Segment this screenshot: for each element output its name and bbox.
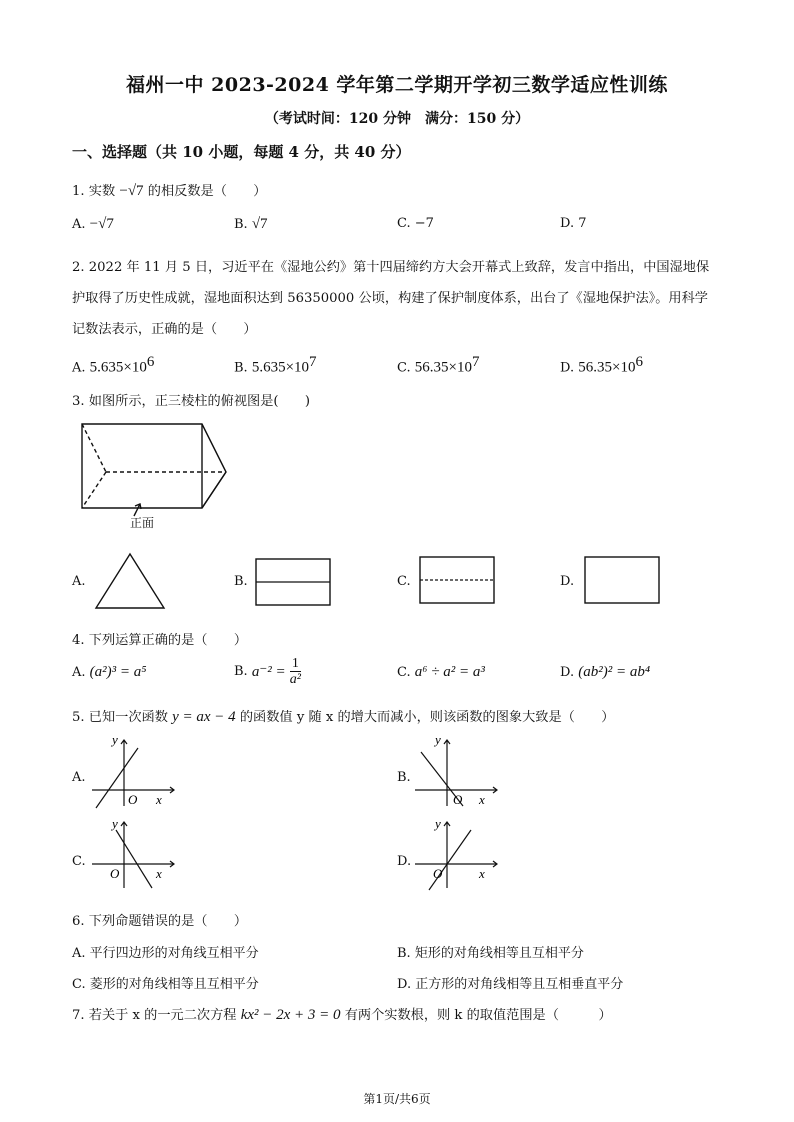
question-7 <box>72 1004 612 1024</box>
front-view-label: 正面 <box>130 516 155 530</box>
q7-suffix: 有两个实数根，则 k 的取值范围是（ ） <box>344 1008 612 1023</box>
axis-x-label: x <box>479 866 485 881</box>
q5-prefix: 5. 已知一次函数 <box>72 710 168 725</box>
prism-figure <box>72 418 232 528</box>
option-label: C. <box>397 665 411 680</box>
q3-option-d-label: D. <box>560 574 575 589</box>
option-exponent: 6 <box>146 354 155 370</box>
axis-x-label: x <box>156 866 162 881</box>
q2-line-3: 记数法表示，正确的是（ ） <box>72 322 257 337</box>
q5-option-a-label: A. <box>72 770 86 785</box>
rectangle-dashed-line-view <box>419 556 495 604</box>
option-label: D. <box>560 360 575 376</box>
option-label: B. <box>234 217 248 232</box>
q2-option-b <box>234 354 317 376</box>
q4-option-b <box>234 656 301 687</box>
graph-a <box>92 732 182 808</box>
graph-c <box>92 816 182 890</box>
prism-bottom-edge <box>202 472 226 508</box>
option-expression: (a²)³ = a⁵ <box>89 664 147 680</box>
q1-option-c <box>397 216 434 231</box>
q6-option-b: B. 矩形的对角线相等且互相平分 <box>397 946 584 961</box>
option-base: 5.635×10 <box>89 359 147 376</box>
axis-y-label: y <box>112 732 118 747</box>
origin-label: O <box>433 866 443 881</box>
rect-outline <box>585 557 659 603</box>
question-6: 6. 下列命题错误的是（ ） <box>72 914 248 929</box>
section-heading: 一、选择题（共 10 小题，每题 4 分，共 40 分） <box>72 143 411 161</box>
axis-x-label: x <box>479 792 485 807</box>
q1-suffix: 的相反数是（ ） <box>147 184 267 199</box>
triangle-view <box>94 550 166 610</box>
rectangle-solid-line-view <box>255 558 331 606</box>
exam-info: （考试时间：120 分钟 满分：150 分） <box>264 111 530 127</box>
option-expression: a⁻² = <box>251 664 286 680</box>
option-exponent: 7 <box>309 354 317 370</box>
q4-option-a <box>72 664 147 681</box>
q5-option-c-label: C. <box>72 854 86 869</box>
q1-prefix: 1. 实数 <box>72 184 116 199</box>
origin-label: O <box>453 792 463 807</box>
prism-hidden-edge-3 <box>82 472 106 508</box>
q4-option-c <box>397 664 485 681</box>
option-label: C. <box>397 216 411 231</box>
fraction-numerator: 1 <box>290 656 301 672</box>
q4-option-d <box>560 664 650 681</box>
axis-y-label: y <box>435 816 441 831</box>
q2-option-a <box>72 354 154 376</box>
option-exponent: 6 <box>635 354 643 370</box>
question-5 <box>72 706 614 726</box>
axis-y-label: y <box>112 816 118 831</box>
option-label: A. <box>72 665 86 680</box>
page-number: 第1页/共6页 <box>363 1092 431 1106</box>
option-label: D. <box>560 665 575 680</box>
q5-option-d-label: D. <box>397 854 412 869</box>
q1-option-b <box>234 216 268 233</box>
page-title: 福州一中 2023-2024 学年第二学期开学初三数学适应性训练 <box>126 74 668 96</box>
prism-outline <box>82 424 226 508</box>
prism-hidden-edge-1 <box>82 424 106 472</box>
option-label: A. <box>72 217 86 232</box>
option-base: 5.635×10 <box>251 359 310 376</box>
option-label: B. <box>234 360 248 376</box>
graph-d <box>415 816 505 890</box>
fraction <box>290 656 301 687</box>
axis-y-label: y <box>435 732 441 747</box>
option-label: B. <box>234 664 248 679</box>
axis-x-label: x <box>156 792 162 807</box>
question-3: 3. 如图所示，正三棱柱的俯视图是( ) <box>72 394 311 409</box>
option-value: √7 <box>251 216 268 232</box>
option-exponent: 7 <box>471 354 480 370</box>
question-4: 4. 下列运算正确的是（ ） <box>72 633 248 648</box>
origin-label: O <box>128 792 138 807</box>
q1-radical: −√7 <box>119 183 144 199</box>
q2-line-1: 2. 2022 年 11 月 5 日，习近平在《湿地公约》第十四届缔约方大会开幕式上致辞，发言中指出，中国湿地保 <box>72 260 710 275</box>
q5-function: y = ax − 4 <box>172 709 236 725</box>
q6-option-c: C. 菱形的对角线相等且互相平分 <box>72 977 259 992</box>
option-base: 56.35×10 <box>578 359 636 376</box>
q6-option-d: D. 正方形的对角线相等且互相垂直平分 <box>397 977 624 992</box>
graph-b <box>415 732 505 808</box>
graph-line <box>116 830 152 888</box>
q1-option-d: D. 7 <box>560 216 587 231</box>
option-base: 56.35×10 <box>414 359 472 376</box>
q3-option-a-label: A. <box>72 574 86 589</box>
q3-option-b-label: B. <box>234 574 248 589</box>
triangle-shape <box>96 554 164 608</box>
q1-option-a <box>72 216 114 233</box>
q7-equation: kx² − 2x + 3 = 0 <box>240 1007 341 1023</box>
q2-option-c <box>397 354 479 376</box>
fraction-denominator: a² <box>289 672 301 687</box>
q7-prefix: 7. 若关于 x 的一元二次方程 <box>72 1008 237 1023</box>
option-label: A. <box>72 360 86 376</box>
graph-line <box>429 830 471 890</box>
origin-label: O <box>110 866 120 881</box>
q3-option-c-label: C. <box>397 574 411 589</box>
q6-option-a: A. 平行四边形的对角线互相平分 <box>72 946 259 961</box>
option-value: −√7 <box>89 216 114 232</box>
option-value: −7 <box>414 216 434 231</box>
q5-option-b-label: B. <box>397 770 411 785</box>
question-1 <box>72 180 266 200</box>
option-label: C. <box>397 360 411 376</box>
rectangle-plain-view <box>584 556 660 604</box>
q2-option-d <box>560 354 643 376</box>
option-expression: a⁶ ÷ a² = a³ <box>414 664 485 680</box>
q5-suffix: 的函数值 y 随 x 的增大而减小，则该函数的图象大致是（ ） <box>239 710 615 725</box>
option-expression: (ab²)² = ab⁴ <box>578 664 651 680</box>
q2-line-2: 护取得了历史性成就，湿地面积达到 56350000 公顷，构建了保护制度体系，出台了《湿地保护法》。用科学 <box>72 291 708 306</box>
